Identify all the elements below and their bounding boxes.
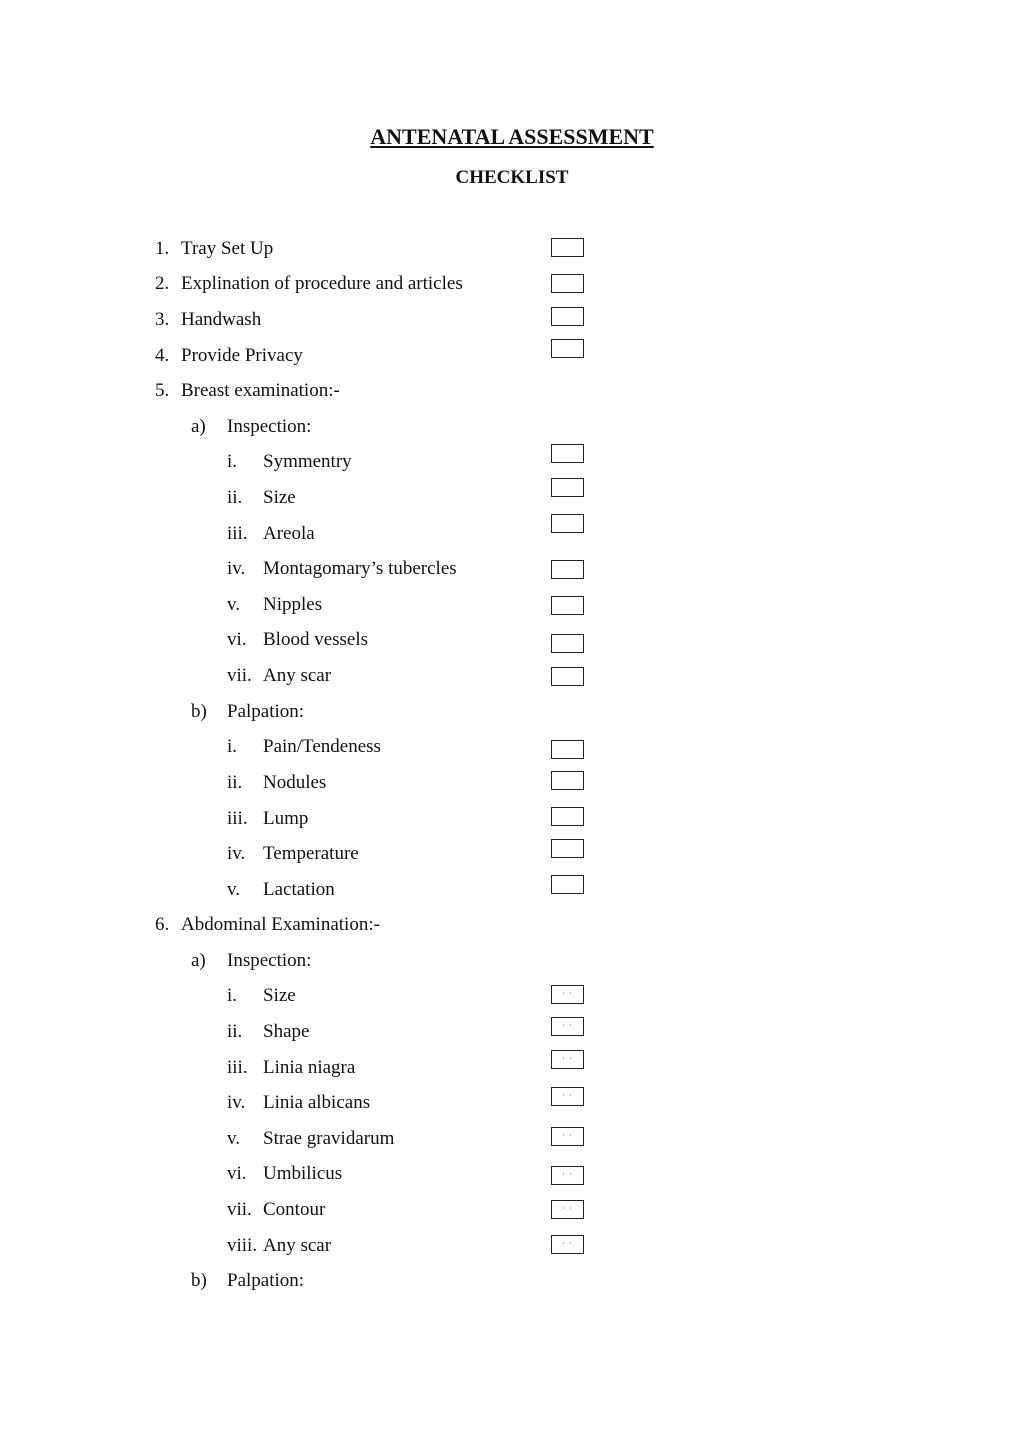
item-number: b) (191, 701, 207, 722)
item-label: Abdominal Examination:- (181, 914, 380, 935)
item-number: i. (227, 451, 238, 472)
item-label: Inspection: (227, 416, 312, 437)
checkbox-striae-gravidarum[interactable] (551, 1127, 584, 1146)
item-label: Size (263, 985, 296, 1006)
checkbox-contour[interactable] (551, 1200, 584, 1219)
item-number: viii. (227, 1235, 258, 1256)
item-label: Nipples (263, 594, 323, 615)
item-label: Lactation (263, 879, 335, 900)
item-label: Contour (263, 1199, 326, 1220)
item-label: Provide Privacy (181, 345, 303, 366)
item-number: iii. (227, 523, 248, 544)
item-label: Lump (263, 808, 309, 829)
checkbox-linea-albicans[interactable] (551, 1087, 584, 1106)
checkbox-areola[interactable] (551, 514, 584, 533)
checkbox-provide-privacy[interactable] (551, 339, 584, 358)
checkbox-nipples[interactable] (551, 596, 584, 615)
checkbox-symmetry[interactable] (551, 444, 584, 463)
item-number: iii. (227, 1057, 248, 1078)
item-number: b) (191, 1270, 207, 1291)
item-label: Nodules (263, 772, 327, 793)
checkbox-abdomen-any-scar[interactable] (551, 1235, 584, 1254)
item-number: ii. (227, 1021, 243, 1042)
item-number: 4. (155, 345, 170, 366)
item-label: Tray Set Up (181, 238, 274, 259)
checkbox-lump[interactable] (551, 807, 584, 826)
item-number: iv. (227, 843, 246, 864)
item-label: Temperature (263, 843, 359, 864)
item-label: Any scar (263, 1235, 332, 1256)
checkbox-nodules[interactable] (551, 771, 584, 790)
checkbox-tray-set-up[interactable] (551, 238, 584, 257)
item-label: Symmentry (263, 451, 352, 472)
item-number: vi. (227, 1163, 247, 1184)
item-number: iii. (227, 808, 248, 829)
item-number: v. (227, 879, 241, 900)
checkbox-shape[interactable] (551, 1017, 584, 1036)
item-label: Palpation: (227, 701, 305, 722)
item-label: Inspection: (227, 950, 312, 971)
item-label: Montagomary’s tubercles (263, 558, 457, 579)
item-label: Handwash (181, 309, 262, 330)
item-number: ii. (227, 772, 243, 793)
checkbox-explanation[interactable] (551, 274, 584, 293)
document-subtitle: CHECKLIST (455, 167, 569, 188)
checkbox-pain-tenderness[interactable] (551, 740, 584, 759)
item-label: Explination of procedure and articles (181, 273, 463, 294)
item-label: Pain/Tendeness (263, 736, 381, 757)
checkbox-linea-nigra[interactable] (551, 1050, 584, 1069)
checkbox-lactation[interactable] (551, 875, 584, 894)
checkbox-blood-vessels[interactable] (551, 634, 584, 653)
item-number: 3. (155, 309, 170, 330)
item-label: Size (263, 487, 296, 508)
item-number: i. (227, 736, 238, 757)
item-label: Areola (263, 523, 315, 544)
item-number: a) (191, 950, 206, 971)
document-title: ANTENATAL ASSESSMENT (370, 124, 654, 149)
item-number: iv. (227, 1092, 246, 1113)
checkbox-handwash[interactable] (551, 307, 584, 326)
item-number: iv. (227, 558, 246, 579)
item-number: 2. (155, 273, 170, 294)
item-label: Breast examination:- (181, 380, 340, 401)
checkbox-umbilicus[interactable] (551, 1166, 584, 1185)
checkbox-breast-size[interactable] (551, 478, 584, 497)
item-label: Strae gravidarum (263, 1128, 395, 1149)
item-label: Palpation: (227, 1270, 305, 1291)
item-number: v. (227, 1128, 241, 1149)
item-number: vii. (227, 1199, 252, 1220)
item-label: Linia niagra (263, 1057, 356, 1078)
checkbox-temperature[interactable] (551, 839, 584, 858)
item-label: Blood vessels (263, 629, 369, 650)
item-label: Umbilicus (263, 1163, 343, 1184)
item-number: vii. (227, 665, 252, 686)
item-number: 6. (155, 914, 170, 935)
checkbox-breast-any-scar[interactable] (551, 667, 584, 686)
item-number: 1. (155, 238, 170, 259)
item-number: ii. (227, 487, 243, 508)
item-number: v. (227, 594, 241, 615)
item-number: vi. (227, 629, 247, 650)
item-number: a) (191, 416, 206, 437)
checkbox-montgomery-tubercles[interactable] (551, 560, 584, 579)
item-number: i. (227, 985, 238, 1006)
item-number: 5. (155, 380, 170, 401)
item-label: Linia albicans (263, 1092, 371, 1113)
item-label: Shape (263, 1021, 310, 1042)
item-label: Any scar (263, 665, 332, 686)
checkbox-abdomen-size[interactable] (551, 985, 584, 1004)
